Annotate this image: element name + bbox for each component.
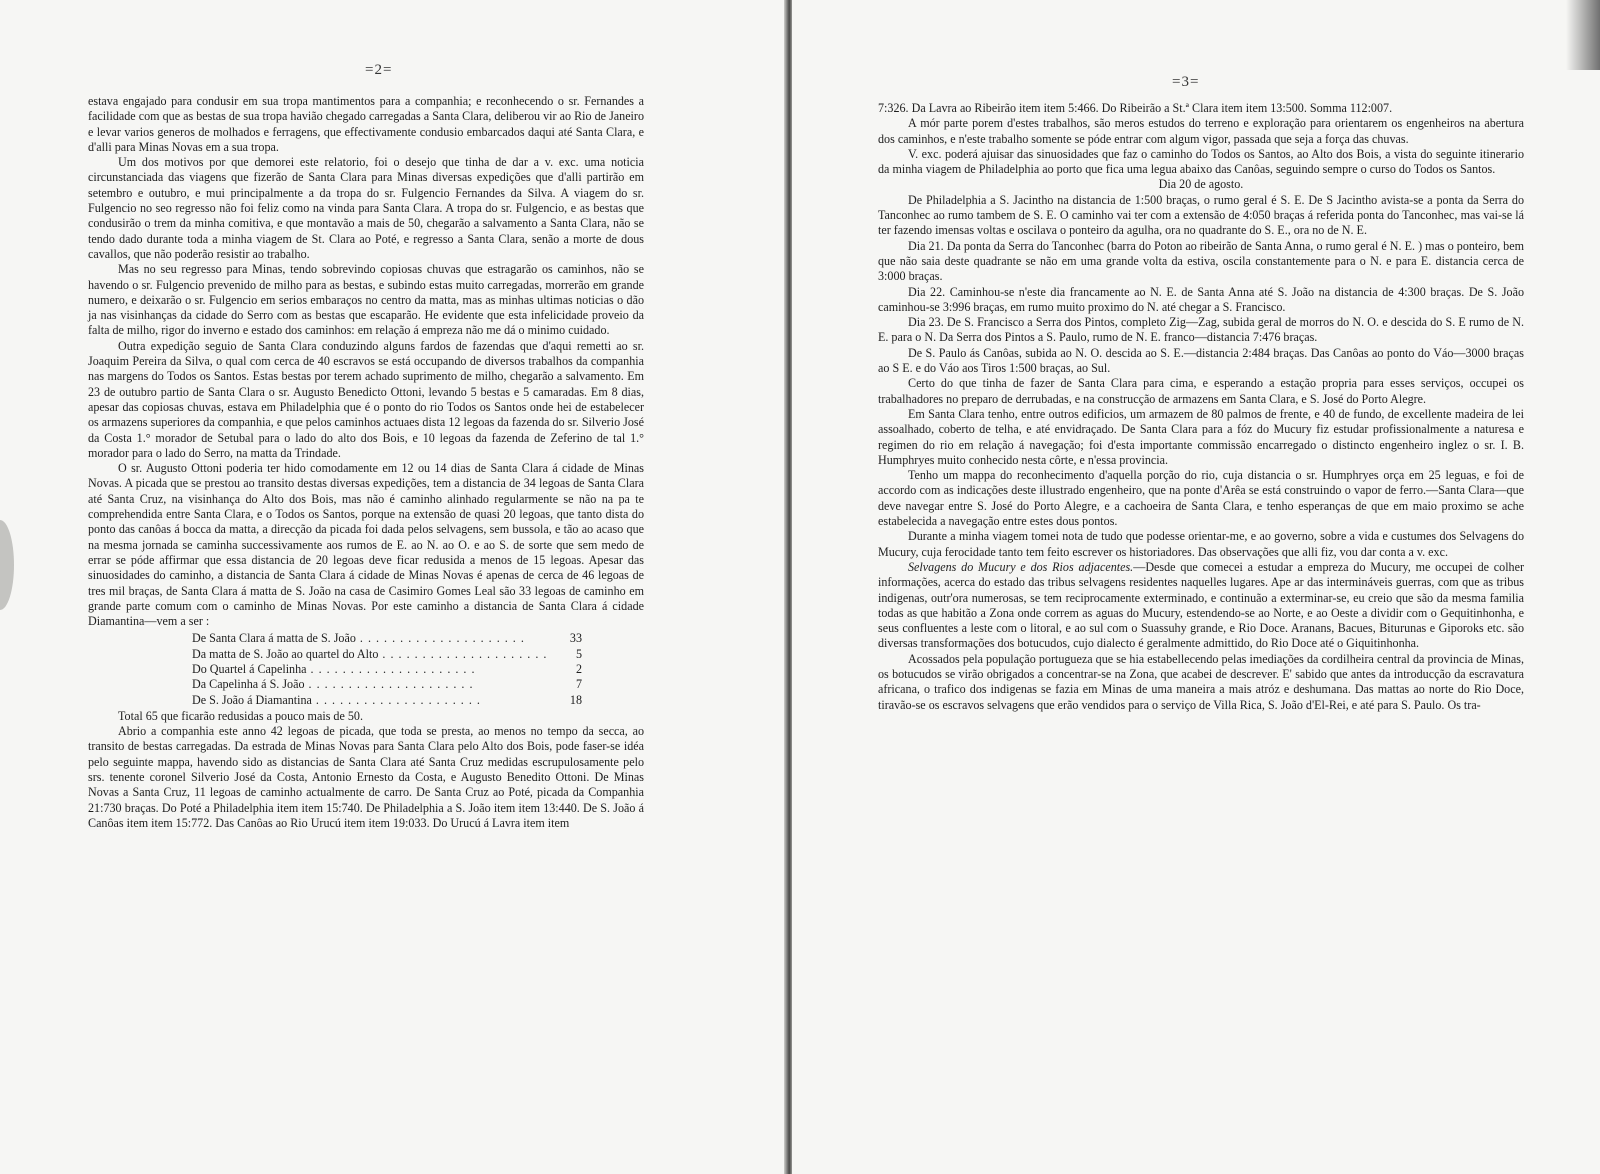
distance-row	[192, 647, 582, 662]
section-paragraph	[878, 560, 1524, 652]
distance-label: De Santa Clara á matta de S. João . . .	[192, 631, 547, 646]
paragraph: Mas no seu regresso para Minas, tendo sobrevindo copiosas chuvas que estragarão os caminhos, não se havendo o sr. Fulgencio prevenido de milho para as bestas, e subindo estas muito carregadas, morrerão em grande numero, e deixarão o sr. Fulgencio em serios embaraços no centro da matta, mas as minhas ultimas noticias o dão ja nas visinhanças da cidade do Serro com as bestas que escaparão. He evidente que esta infelicidade proveio da falta de milho, rigor do inverno e estado dos caminhos: em relação á empreza não me dá o minimo cuidado.	[88, 262, 644, 338]
text-column	[878, 101, 1524, 713]
paragraph: Durante a minha viagem tomei nota de tudo que podesse orientar-me, e ao governo, sobre a vida e custumes dos Selvagens do Mucury, cuja ferocidade tanto tem feito escrever os historiadores. Das observações que alli fiz, vou dar conta a v. exc.	[878, 529, 1524, 559]
paragraph: V. exc. poderá ajuisar das sinuosidades que faz o caminho do Todos os Santos, ao Alto dos Bois, a vista do seguinte itinerario da minha viagem de Philadelphia ao porto que fica uma legua abaixo das Canôas, seguindo sempre o curso do Todos os Santos.	[878, 146, 1524, 177]
distance-row	[192, 677, 582, 692]
text-column	[88, 94, 644, 831]
distance-row	[192, 662, 582, 677]
day-heading: Dia 20 de agosto.	[1158, 177, 1244, 192]
distance-value: 33	[569, 631, 582, 646]
section-text: —Desde que comecei a estudar a empreza do Mucury, me occupei de colher informações, acerca do estado das tribus selvagens residentes naquelles lugares. Ape ar das intermináveis guerras, com que as tribus indigenas, outr'ora numerosas, se tem reciprocamente exterminado, e continuão a exterminar-se, eu creio que são da mesma familia todas as que habitão a Zona onde correm as aguas do Mucury, estendendo-se ao Norte, e ao Oeste a dividir com o Gequitinhonha, e seus confluentes a leste com o litoral, e ao sul com o Suassuhy grande, e Rio Doce. Aranans, Bacues, Biturunas e Giporoks etc. são diversas transformações dos botucudos, cujo dialecto é geralmente admittido, do Rio Doce até o Giquitinhonha.	[878, 559, 1524, 651]
right-page	[792, 0, 1600, 1174]
paragraph: Acossados pela população portugueza que se hia estabellecendo pelas imediações da cordilheira central da provincia de Minas, os botucudos se virão obrigados a concentrar-se na Zona, que acabei de descrever. E' sabido que antes da introducção da escravatura africana, o trafico dos indigenas se fazia em Minas de uma maneira a mais atróz e deshumana. Das mattas ao norte do Rio Doce, tiravão-se os escravos selvagens que erão vendidos para o serviço de Villa Rica, S. João d'El-Rei, e até para S. Paulo. Os tra-	[878, 651, 1524, 712]
distance-label: Do Quartel á Capelinha . . .	[192, 662, 547, 677]
distance-table	[192, 631, 582, 707]
distance-value: 5	[575, 646, 582, 661]
paragraph: estava engajado para condusir em sua tropa mantimentos para a companhia; e reconhecendo o sr. Fernandes a facilidade com que as bestas de sua tropa havião chegado carregadas a Santa Clara, deliberou vir ao Rio de Janeiro e levar varios generos de molhados e ferragens, que effectivamente condusio embarcados daqui até Santa Clara, e d'alli para Minas Novas em a sua tropa.	[88, 94, 644, 154]
paragraph: De S. Paulo ás Canôas, subida ao N. O. descida ao S. E.—distancia 2:484 braças. Das Canôas ao ponto do Váo—3000 braças ao S E. e do Váo aos Tiros 1:500 braças, ao Sul.	[878, 345, 1524, 376]
distance-label: Da Capelinha á S. João . . .	[192, 677, 547, 692]
paragraph: O sr. Augusto Ottoni poderia ter hido comodamente em 12 ou 14 dias de Santa Clara á cidade de Minas Novas. A picada que se prestou ao transito destas diversas expedições, tem a distancia de 34 legoas de Santa Clara até Santa Cruz, na visinhança do Alto dos Bois, mas não é caminho alinhado regularmente se não na pa te comprehendida entre Santa Clara, e o Todos os Santos, porque na extensão de quasi 20 legoas, que tanto dista do ponto das canôas á bocca da matta, a direcção da picada foi dada pelos selvagens, sem bussola, e tão ao acaso que na mesma jornada se caminha successivamente aos rumos de E. ao N. ao O. e ao S. de sorte que sem medo de errar se póde affirmar que essa distancia de 20 legoas deve ficar redusida a menos de 15 legoas. Apesar das sinuosidades do caminho, a distancia de Santa Clara á cidade de Minas Novas é apenas de cerca de 46 legoas de tres mil braças, de Santa Clara á matta de S. João na casa de Casimiro Gomes Leal são 33 legoas de caminho em grande parte comum com o caminho de Minas Novas. Por este caminho a distancia de Santa Clara á cidade Diamantina—vem a ser :	[88, 461, 644, 629]
paragraph: Um dos motivos por que demorei este relatorio, foi o desejo que tinha de dar a v. exc. uma noticia circunstanciada das viagens que fizerão de Santa Clara para Minas diversas expedições que d'alli partirão em setembro e outubro, e mui principalmente a da tropa do sr. Fulgencio Fernandes da Silva. A viagem do sr. Fulgencio no seo regresso não foi feliz como na vinda para Santa Clara. A tropa do sr. Fulgencio, e as bestas que condusirão o trem da minha comitiva, e que montavão a mais de 50, chegarão a salvamento a Santa Clara, não se tendo dado durante toda a minha viagem de St. Clara ao Poté, e regresso a Santa Clara, senão a morte de dous cavallos, que não poderão resistir ao trabalho.	[88, 155, 644, 261]
paragraph: Abrio a companhia este anno 42 legoas de picada, que toda se presta, ao menos no tempo da secca, ao transito de bestas carregadas. Da estrada de Minas Novas para Santa Clara pelo Alto dos Bois, pode faser-se idéa pelo seguinte mappa, havendo sido as distancias de Santa Clara até Santa Cruz medidas escrupulosamente pelo srs. tenente coronel Silverio José da Costa, Antonio Ernesto da Costa, e Augusto Benedito Ottoni. De Minas Novas a Santa Cruz, 11 legoas de caminho actualmente de carro. De Santa Cruz ao Poté, picada da Companhia 21:730 braças. Do Poté a Philadelphia item item 15:740. De Philadelphia a S. João item item 13:440. De S. João á Canôas item item 15:772. Das Canôas ao Rio Urucú item item 19:033. Do Urucú á Lavra item item	[88, 724, 644, 830]
paragraph: A mór parte porem d'estes trabalhos, são meros estudos do terreno e exploração para orientarem os engenheiros na abertura dos caminhos, e n'este trabalho somente se póde entrar com algum vigor, passada que seja a força das chuvas.	[878, 116, 1524, 146]
paragraph: 7:326. Da Lavra ao Ribeirão item item 5:466. Do Ribeirão a St.ª Clara item item 13:500. Somma 112:007.	[878, 101, 1393, 115]
page-number: =3=	[1172, 74, 1200, 90]
distance-value: 2	[575, 661, 582, 676]
paragraph: Dia 23. De S. Francisco a Serra dos Pintos, completo Zig—Zag, subida geral de morros do N. O. e descida do S. E rumo de N. E. para o N. Da Serra dos Pintos a S. Paulo, rumo de N. E. franco—distancia 7:476 braças.	[878, 315, 1524, 345]
distance-row	[192, 631, 582, 646]
page-number: =2=	[365, 62, 393, 78]
total-line: Total 65 que ficarão redusidas a pouco mais de 50.	[118, 708, 363, 723]
paragraph: Tenho um mappa do reconhecimento d'aquella porção do rio, cuja distancia o sr. Humphryes orça em 25 leguas, e foi de accordo com as indicações deste illustrado engenheiro, que na ponte d'Arêa se está construindo o vapor de ferro.—Santa Clara—que deve navegar entre S. José do Porto Alegre, e a cachoeira de Santa Clara, e tenho esperanças de que em maio proximo se ache estabelecida a navegação entre estes dous pontos.	[878, 468, 1524, 529]
distance-label: De S. João á Diamantina . . .	[192, 693, 547, 708]
paragraph: De Philadelphia a S. Jacintho na distancia de 1:500 braças, o rumo geral é S. E. De S Jacintho avista-se a ponta da Serra do Tanconhec ao rumo tambem de S. E. O caminho vai ter com a extensão de 4:050 braças á referida ponta do Tanconhec, mas vai-se lá ter fazendo imensas voltas e oscilava o ponteiro da agulha, ora no quadrante do S. E., ora no de N. E.	[878, 192, 1524, 238]
paragraph: Dia 22. Caminhou-se n'este dia francamente ao N. E. de Santa Anna até S. João na distancia de 4:300 braças. De S. João caminhou-se 3:996 braças, em rumo muito proximo do N. até chegar a S. Francisco.	[878, 284, 1524, 314]
paragraph: Outra expedição seguio de Santa Clara conduzindo alguns fardos de fazendas que d'aqui remetti ao sr. Joaquim Pereira da Silva, o qual com cerca de 40 escravos se está occupando de diversos trabalhos da companhia nas margens do Todos os Santos. Estas bestas por terem achado suprimento de milho, chegarão a salvamento. Em 23 de outubro partio de Santa Clara o sr. Augusto Benedicto Ottoni, levando 5 bestas e 5 camaradas. Em 8 dias, apesar das copiosas chuvas, estava em Philadelphia que é o ponto do rio Todos os Santos onde hei de estabelecer os armazens superiores da companhia, e que pelos caminhos actuaes dista 12 legoas da fazenda do sr. Silverio José da Costa 1.° morador de Setubal para o lado do alto dos Bois, e 10 legoas da fazenda de Zeferino de tal 1.° morador para o lado do Serro, na matta da Trindade.	[88, 338, 644, 460]
paragraph: Dia 21. Da ponta da Serra do Tanconhec (barra do Poton ao ribeirão de Santa Anna, o rumo geral é N. E. ) mas o ponteiro, bem que não saia deste quadrante se não em uma grande volta da estiva, oscila constantemente para o N. e para E. distancia cerca de 3:000 braças.	[878, 238, 1524, 284]
distance-row	[192, 693, 582, 708]
page-edge-shadow	[0, 520, 14, 610]
paragraph: Em Santa Clara tenho, entre outros edificios, um armazem de 80 palmos de frente, e 40 de fundo, de excellente madeira de lei assoalhado, coberto de telha, e até envidraçado. De Santa Clara para a fóz do Mucury fiz estudar profissionalmente a naturesa e regimen do rio em relação á navegação; foi d'esta importante commissão encarregado o distincto engenheiro inglez o sr. I. B. Humphryes muito conhecido nesta côrte, e n'essa provincia.	[878, 406, 1524, 467]
left-page	[0, 0, 790, 1174]
distance-label: Da matta de S. João ao quartel do Alto . . .	[192, 647, 547, 662]
distance-value: 18	[569, 692, 582, 707]
page-edge-shadow	[1566, 0, 1600, 70]
paragraph: Certo do que tinha de fazer de Santa Clara para cima, e esperando a estação propria para esses serviços, occupei os trabalhadores no preparo de derrubadas, e na construcção de armazens em Santa Clara, e S. José do Porto Alegre.	[878, 376, 1524, 406]
section-title: Selvagens do Mucury e dos Rios adjacentes.	[908, 559, 1134, 574]
distance-value: 7	[575, 677, 582, 692]
